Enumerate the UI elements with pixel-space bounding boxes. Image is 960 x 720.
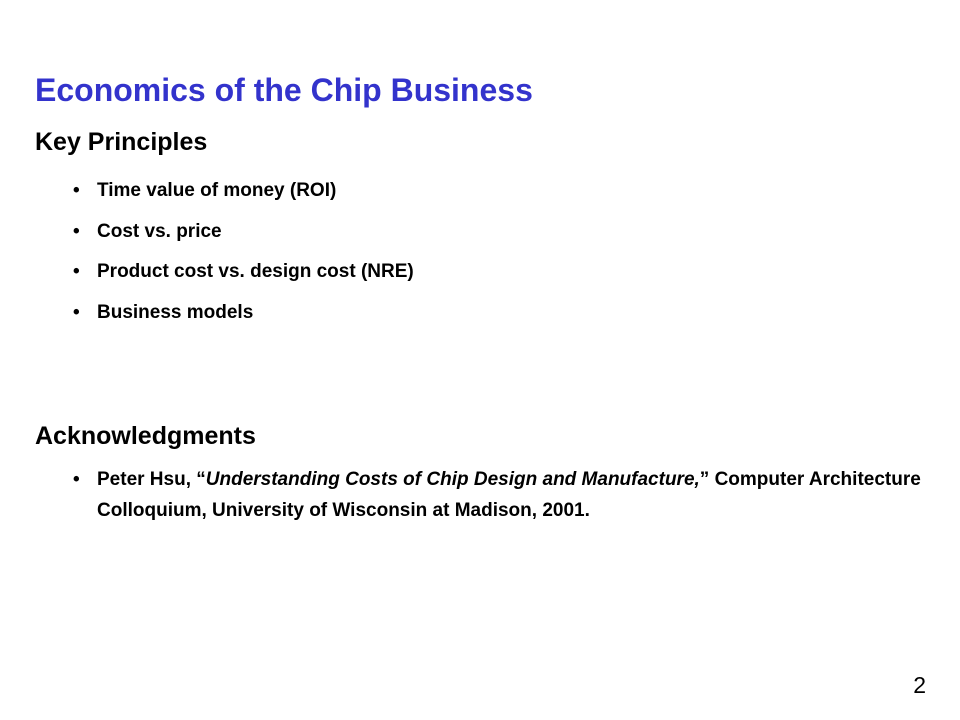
- acknowledgments-list: [73, 464, 923, 526]
- principle-item: [73, 257, 414, 298]
- bullet-icon: •: [73, 469, 80, 490]
- bullet-icon: •: [73, 180, 80, 201]
- principle-item: [73, 298, 414, 339]
- reference-item: [73, 464, 923, 526]
- principle-item: [73, 176, 414, 217]
- key-principles-heading: Key Principles: [35, 128, 208, 156]
- slide-title: Economics of the Chip Business: [35, 72, 533, 108]
- bullet-icon: •: [73, 301, 80, 323]
- reference-venue: ” Computer Architecture Colloquium, University of Wisconsin at Madison, 2001.: [97, 469, 921, 521]
- bullet-icon: •: [73, 220, 80, 242]
- principle-item-label: Business models: [97, 301, 254, 323]
- reference-author: Peter Hsu, “: [97, 469, 206, 490]
- principle-item-label: Cost vs. price: [97, 220, 222, 242]
- page-number: 2: [913, 672, 926, 698]
- principle-item: [73, 217, 414, 258]
- reference-work-title: Understanding Costs of Chip Design and Manufacture,: [205, 469, 700, 490]
- bullet-icon: •: [73, 261, 80, 282]
- key-principles-list: [73, 176, 414, 338]
- principle-item-label: Time value of money (ROI): [97, 180, 337, 201]
- principle-item-label: Product cost vs. design cost (NRE): [97, 261, 414, 282]
- acknowledgments-heading: Acknowledgments: [35, 422, 256, 450]
